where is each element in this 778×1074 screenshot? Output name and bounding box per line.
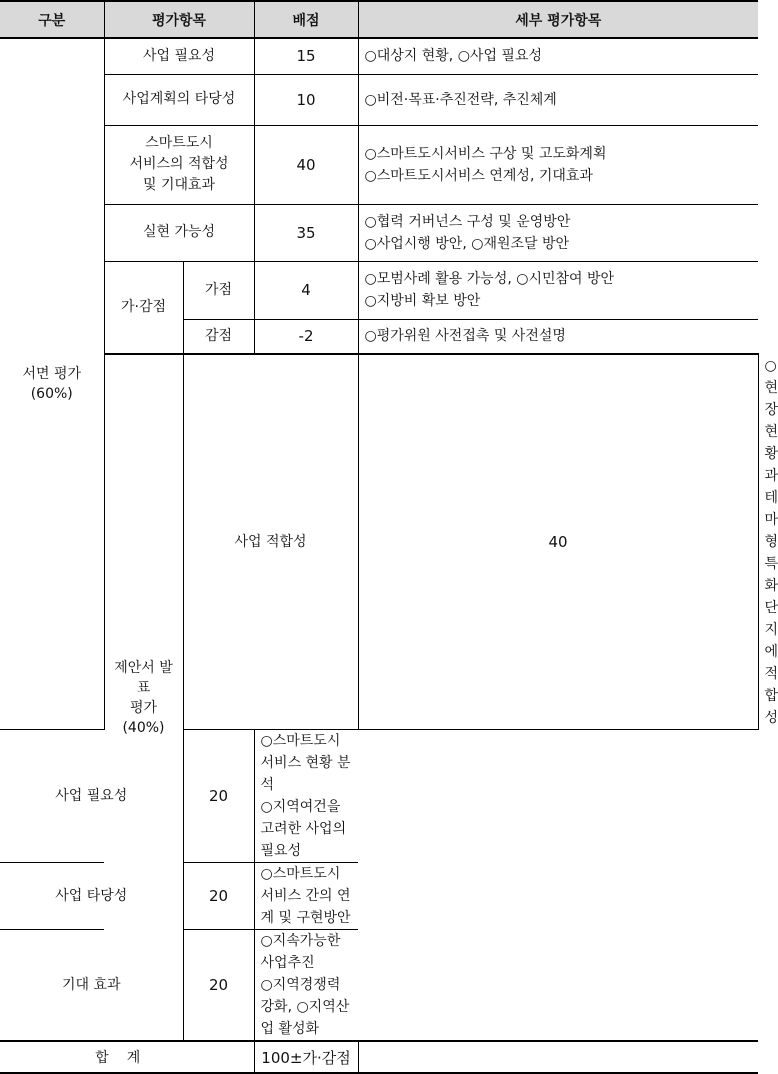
adjust-label: 가·감점 [104,261,183,354]
item-cell: 스마트도시 서비스의 적합성 및 기대효과 [104,125,254,204]
category-label: 서면 평가 (60%) [22,366,82,402]
detail-cell: ○지속가능한 사업추진 ○지역경쟁력 강화, ○지역산업 활성화 [254,930,358,1042]
total-row [0,1041,758,1073]
total-label: 합계 [0,1041,254,1073]
total-score: 100±가·감점 [254,1041,358,1073]
score-cell: 10 [254,74,358,125]
item-cell: 사업 타당성 [0,863,183,930]
category-label: 제안서 발표 평가(40%) [114,659,173,736]
detail-cell: ○모범사례 활용 가능성, ○시민참여 방안 ○지방비 확보 방안 [358,261,758,319]
table-row [0,863,758,930]
header-category: 구분 [0,1,104,38]
header-score: 배점 [254,1,358,38]
score-cell: 15 [254,38,358,74]
table-row [0,38,758,74]
item-cell: 사업 필요성 [104,38,254,74]
table-row [0,261,758,319]
score-cell: 20 [183,930,254,1042]
table-row [0,74,758,125]
total-detail-empty [358,1041,758,1073]
table-row: 제안서 발표 평가(40%) 사업 적합성 40 ○현장현황과 테마형 특화단지에 적합성 [0,354,758,730]
item-cell: 기대 효과 [0,930,183,1042]
bonus-label: 가점 [183,261,254,319]
detail-cell: ○스마트도시서비스 간의 연계 및 구현방안 [254,863,358,930]
detail-cell: ○스마트도시서비스 구상 및 고도화계획 ○스마트도시서비스 연계성, 기대효과 [358,125,758,204]
detail-cell: ○비전·목표·추진전략, 추진체계 [358,74,758,125]
detail-cell: ○평가위원 사전접촉 및 사전설명 [358,319,758,354]
score-cell: 20 [183,863,254,930]
table-row [0,930,758,1042]
score-cell: 40 [358,354,758,730]
score-cell: -2 [254,319,358,354]
item-cell: 사업 적합성 [183,354,358,730]
item-cell: 실현 가능성 [104,204,254,261]
score-cell: 20 [183,730,254,863]
table-row [0,125,758,204]
item-cell: 사업계획의 타당성 [104,74,254,125]
header-detail: 세부 평가항목 [358,1,758,38]
detail-cell: ○대상지 현황, ○사업 필요성 [358,38,758,74]
item-cell: 사업 필요성 [0,730,183,863]
detail-cell: ○협력 거버넌스 구성 및 운영방안 ○사업시행 방안, ○재원조달 방안 [358,204,758,261]
header-row [0,1,758,38]
category-documentary [0,38,104,730]
score-cell: 40 [254,125,358,204]
table-row [0,204,758,261]
score-cell: 35 [254,204,358,261]
score-cell: 4 [254,261,358,319]
header-item: 평가항목 [104,1,254,38]
penalty-label: 감점 [183,319,254,354]
detail-cell: ○스마트도시서비스 현황 분석 ○지역여건을 고려한 사업의 필요성 [254,730,358,863]
table-row [0,730,758,863]
